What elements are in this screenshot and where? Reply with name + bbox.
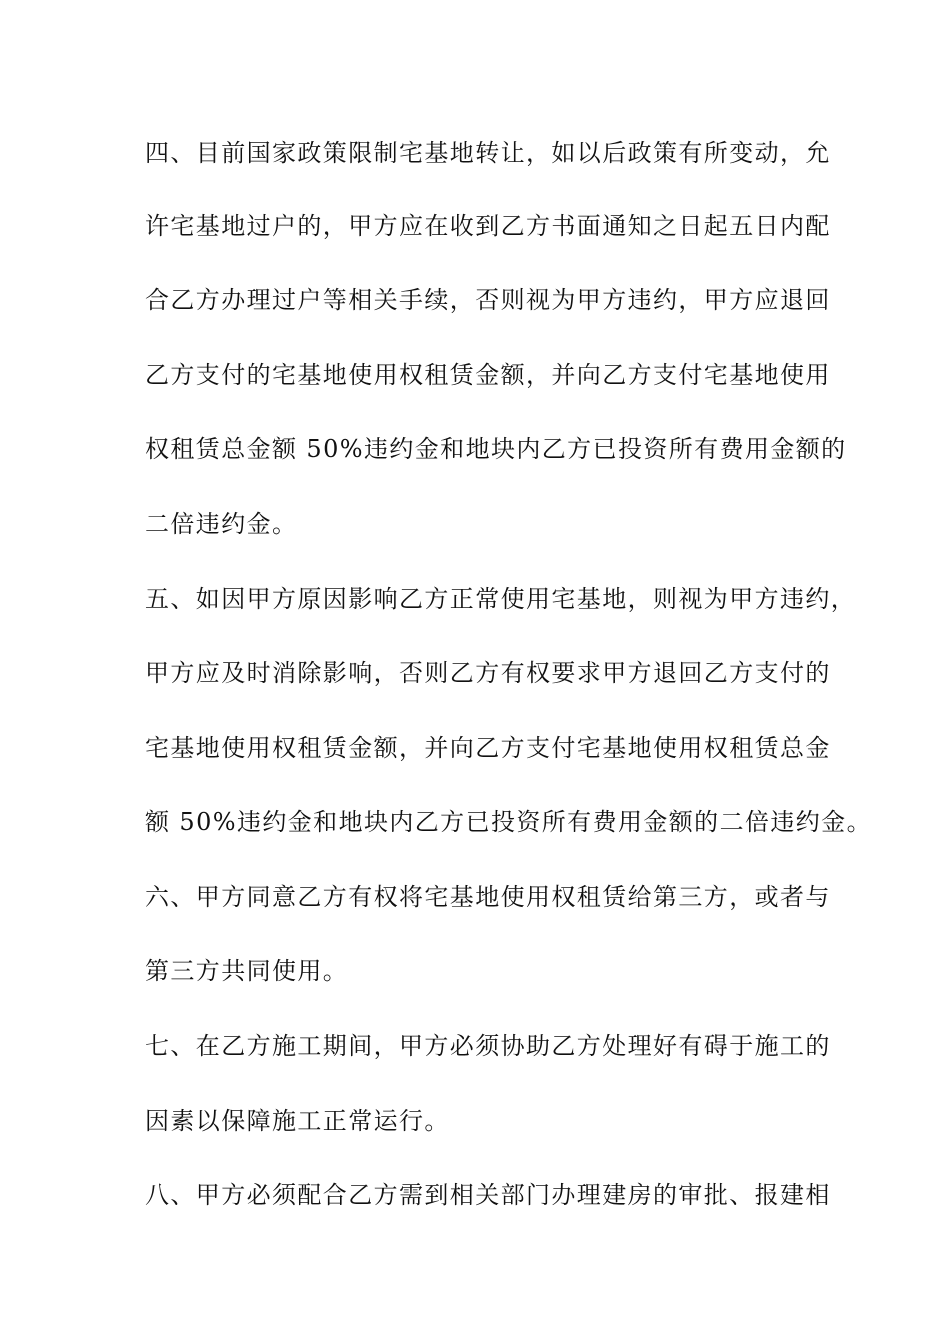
paragraph-line: 许宅基地过户的，甲方应在收到乙方书面通知之日起五日内配 — [145, 212, 831, 240]
paragraph-line: 权租赁总金额 50%违约金和地块内乙方已投资所有费用金额的 — [145, 435, 847, 463]
paragraph-line: 七、在乙方施工期间，甲方必须协助乙方处理好有碍于施工的 — [145, 1032, 831, 1060]
paragraph-line: 四、目前国家政策限制宅基地转让，如以后政策有所变动，允 — [145, 139, 831, 167]
paragraph-line: 因素以保障施工正常运行。 — [145, 1107, 450, 1135]
paragraph-line: 宅基地使用权租赁金额，并向乙方支付宅基地使用权租赁总金 — [145, 734, 831, 762]
paragraph-line: 额 50%违约金和地块内乙方已投资所有费用金额的二倍违约金。 — [145, 808, 872, 836]
paragraph-line: 第三方共同使用。 — [145, 957, 349, 985]
paragraph-line: 乙方支付的宅基地使用权租赁金额，并向乙方支付宅基地使用 — [145, 361, 831, 389]
paragraph-line: 甲方应及时消除影响，否则乙方有权要求甲方退回乙方支付的 — [145, 659, 831, 687]
paragraph-line: 六、甲方同意乙方有权将宅基地使用权租赁给第三方，或者与 — [145, 883, 831, 911]
paragraph-line: 二倍违约金。 — [145, 510, 298, 538]
paragraph-line: 八、甲方必须配合乙方需到相关部门办理建房的审批、报建相 — [145, 1181, 831, 1209]
paragraph-line: 五、如因甲方原因影响乙方正常使用宅基地，则视为甲方违约， — [145, 585, 857, 613]
paragraph-line: 合乙方办理过户等相关手续，否则视为甲方违约，甲方应退回 — [145, 286, 831, 314]
